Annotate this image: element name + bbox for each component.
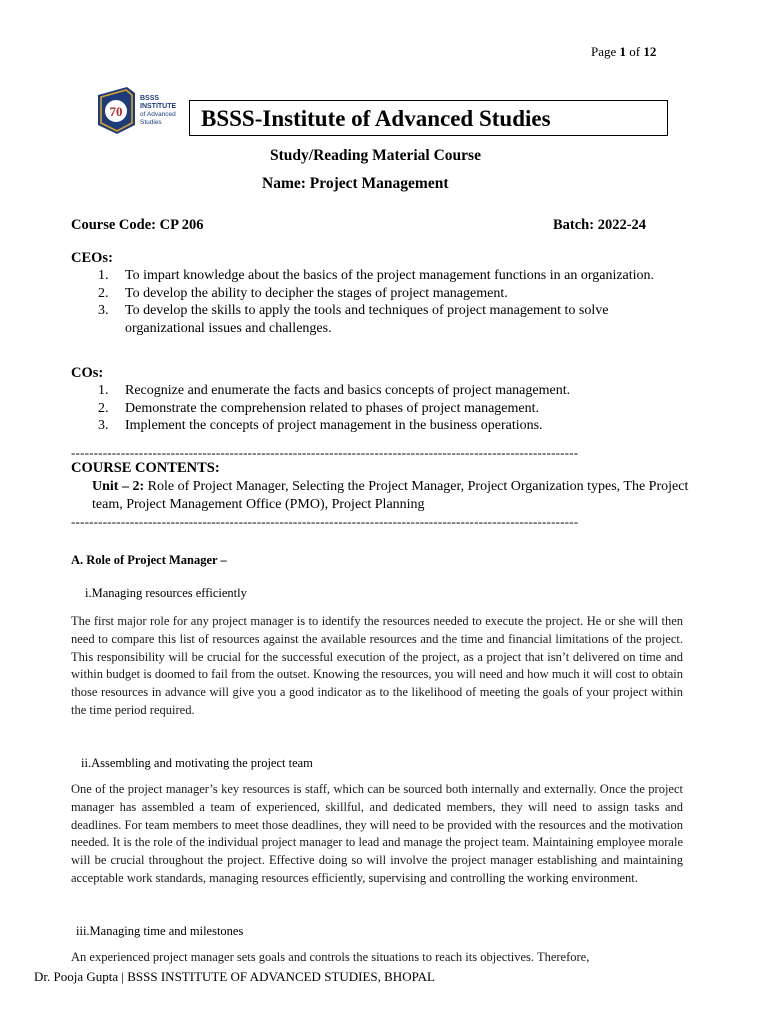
cos-list (98, 382, 668, 435)
institute-title: BSSS-Institute of Advanced Studies (201, 106, 551, 131)
page-footer: Dr. Pooja Gupta | BSSS INSTITUTE OF ADVANCED STUDIES, BHOPAL (34, 969, 435, 984)
list-item: 1. Recognize and enumerate the facts and basics concepts of project management. (98, 383, 571, 398)
subheading-managing-resources: i.Managing resources efficiently (85, 586, 247, 600)
svg-text:of Advanced: of Advanced (140, 111, 176, 118)
svg-text:INSTITUTE: INSTITUTE (140, 103, 177, 110)
batch: Batch: 2022-24 (553, 217, 647, 233)
paragraph-time: An experienced project manager sets goals and controls the situations to reach its objectives. Therefore, (71, 950, 590, 964)
institute-logo (95, 85, 187, 135)
cos-label: COs: (71, 365, 104, 381)
divider-bottom: ---------------------------------------------------------------------------------------------------------------- (71, 514, 579, 529)
list-item: 2. To develop the ability to decipher the stages of project management. (98, 285, 508, 301)
svg-text:70: 70 (109, 104, 123, 119)
list-item: 1. To impart knowledge about the basics of the project management functions in an organization. (98, 268, 655, 283)
institute-title-box (189, 100, 668, 136)
svg-text:BSSS: BSSS (140, 95, 160, 102)
course-name: Name: Project Management (262, 175, 449, 192)
svg-text:Studies: Studies (140, 119, 162, 126)
unit-description: Unit – 2: Role of Project Manager, Selecting the Project Manager, Project Organization types, The Project team, Project Management Office (PMO), Project Planning (92, 479, 689, 512)
paragraph-resources: The first major role for any project manager is to identify the resources needed to execute the project. He or she will then need to compare this list of resources against the available resources and the time and financial limitations of the project. This responsibility will be crucial for the successful execution of the project, as a project that isn’t delivered on time and within budget is doomed to fail from the outset. Knowing the resources, you will need and how much it will cost to obtain those resources in advance will give you a good indicator as to the likelihood of meeting the goals of your project within the time period required. (71, 614, 683, 717)
subheading-time: iii.Managing time and milestones (76, 924, 244, 938)
material-title: Study/Reading Material Course (270, 147, 481, 164)
list-item: 2. Demonstrate the comprehension related to phases of project management. (98, 400, 540, 416)
section-a-heading: A. Role of Project Manager – (71, 553, 227, 567)
paragraph-team: One of the project manager’s key resources is staff, which can be sourced both internally and externally. Once the project manager has assembled a team of experienced, skillful, and dedicated members, they will need to assign tasks and deadlines. For team members to meet those deadlines, they will need to be provided with the resources and the motivation needed. It is the role of the individual project manager to lead and manage the project team. Maintaining employee morale will be crucial throughout the project. Effective doing so will involve the project manager establishing and maintaining acceptable work standards, managing resources efficiently, supervising and controlling the working environment. (71, 782, 683, 885)
subheading-team: ii.Assembling and motivating the project team (81, 756, 313, 770)
divider-top: ---------------------------------------------------------------------------------------------------------------- (71, 445, 579, 460)
course-contents-label: COURSE CONTENTS: (71, 460, 220, 476)
ceos-label: CEOs: (71, 250, 113, 266)
list-item: 3. To develop the skills to apply the tools and techniques of project management to solve organizational issues and challenges. (98, 303, 609, 336)
page-number: Page 1 of 12 (591, 44, 657, 59)
ceos-list (98, 267, 668, 337)
course-code: Course Code: CP 206 (71, 217, 204, 233)
list-item: 3. Implement the concepts of project management in the business operations. (98, 418, 543, 433)
